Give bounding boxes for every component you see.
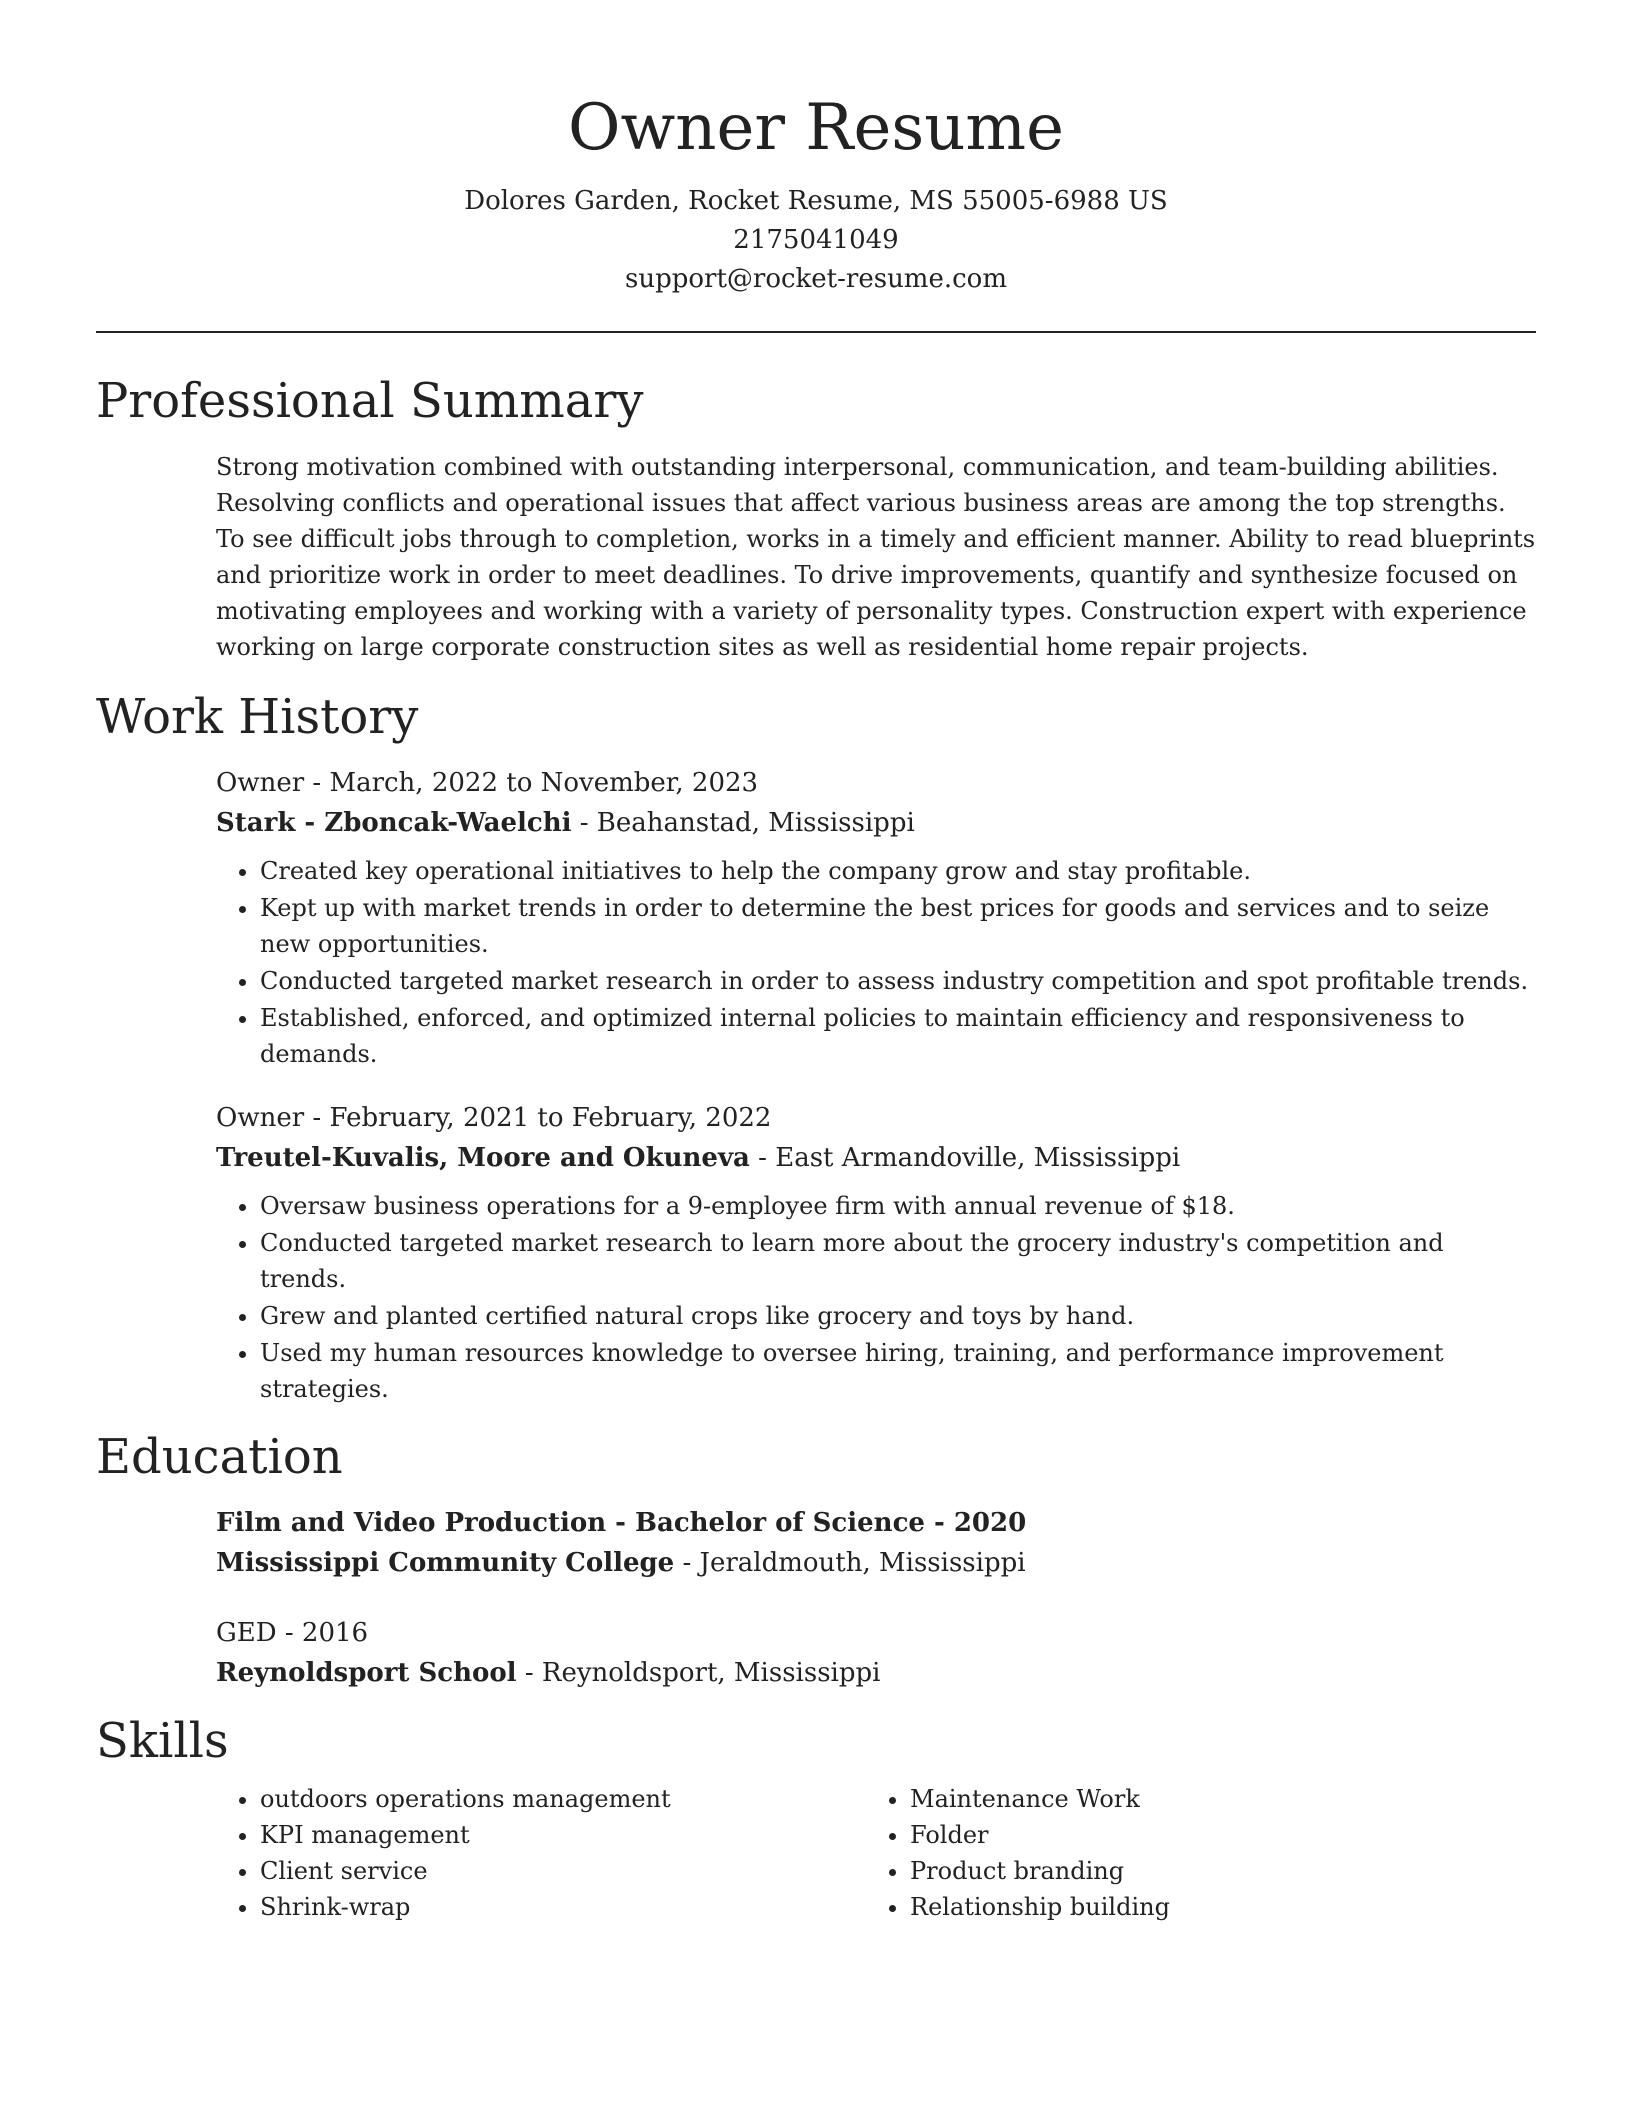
education-school-line xyxy=(216,1543,1536,1583)
job-title: Owner - March, 2022 to November, 2023 xyxy=(216,768,759,798)
work-history-heading: Work History xyxy=(96,689,419,745)
skill-item: • Maintenance Work xyxy=(910,1781,1516,1817)
job-bullets xyxy=(216,853,1536,1072)
skill-item: • KPI management xyxy=(260,1817,866,1853)
education-degree: Film and Video Production - Bachelor of Science - 2020 xyxy=(216,1508,1027,1538)
skills-section xyxy=(96,1711,1536,1925)
job-location: - Beahanstad, Mississippi xyxy=(571,808,915,838)
summary-text: Strong motivation combined with outstanding interpersonal, communication, and team-building abilities. Resolving conflicts and operational issues that affect various business areas are among the top strengths. To see difficult jobs through to completion, works in a timely and efficient manner. Ability to read blueprints and prioritize work in order to meet deadlines. To drive improvements, quantify and synthesize focused on motivating employees and working with a variety of personality types. Construction expert with experience working on large corporate construction sites as well as residential home repair projects. xyxy=(216,453,1536,661)
education-section xyxy=(96,1427,1536,1693)
job-bullet: • Established, enforced, and optimized internal policies to maintain efficiency and responsiveness to demands. xyxy=(260,1000,1536,1072)
header-divider xyxy=(96,331,1536,333)
job-bullet: • Created key operational initiatives to help the company grow and stay profitable. xyxy=(260,853,1536,889)
job-bullets xyxy=(216,1188,1536,1407)
skill-item: • Folder xyxy=(910,1817,1516,1853)
education-location: - Reynoldsport, Mississippi xyxy=(516,1658,881,1688)
job-bullet: • Grew and planted certified natural crops like grocery and toys by hand. xyxy=(260,1298,1536,1334)
job-location: - East Armandoville, Mississippi xyxy=(749,1143,1181,1173)
skill-item: • Client service xyxy=(260,1853,866,1889)
work-history-section xyxy=(96,687,1536,1407)
skill-item: • Shrink-wrap xyxy=(260,1889,866,1925)
skills-column-left xyxy=(216,1781,866,1925)
job-bullet: • Conducted targeted market research to learn more about the grocery industry's competition and trends. xyxy=(260,1225,1536,1297)
skills-list xyxy=(866,1781,1516,1925)
skills-column-right xyxy=(866,1781,1516,1925)
job-bullet: • Kept up with market trends in order to determine the best prices for goods and services and to seize new opportunities. xyxy=(260,890,1536,962)
education-school: Reynoldsport School xyxy=(216,1658,517,1688)
education-school-line xyxy=(216,1653,1536,1693)
education-school: Mississippi Community College xyxy=(216,1548,675,1578)
skill-item: • Relationship building xyxy=(910,1889,1516,1925)
job-entry xyxy=(216,1098,1536,1407)
skill-item: • Product branding xyxy=(910,1853,1516,1889)
education-location: - Jeraldmouth, Mississippi xyxy=(674,1548,1026,1578)
job-title: Owner - February, 2021 to February, 2022 xyxy=(216,1103,772,1133)
job-company: Stark - Zboncak-Waelchi xyxy=(216,808,572,838)
skill-item: • outdoors operations management xyxy=(260,1781,866,1817)
contact-address: Dolores Garden, Rocket Resume, MS 55005-6988 US xyxy=(464,186,1168,216)
skills-heading: Skills xyxy=(96,1713,229,1769)
education-degree: GED - 2016 xyxy=(216,1618,369,1648)
job-bullet: • Oversaw business operations for a 9-employee firm with annual revenue of $18. xyxy=(260,1188,1536,1224)
job-company: Treutel-Kuvalis, Moore and Okuneva xyxy=(216,1143,750,1173)
education-heading: Education xyxy=(96,1429,343,1485)
resume-page xyxy=(96,0,1536,1925)
job-entry xyxy=(216,763,1536,1072)
summary-section xyxy=(96,371,1536,665)
contact-phone: 2175041049 xyxy=(733,225,899,255)
job-bullet: • Used my human resources knowledge to oversee hiring, training, and performance improvement strategies. xyxy=(260,1335,1536,1407)
resume-header xyxy=(96,0,1536,299)
skills-list xyxy=(216,1781,866,1925)
contact-email: support@rocket-resume.com xyxy=(624,264,1007,294)
job-bullet: • Conducted targeted market research in order to assess industry competition and spot profitable trends. xyxy=(260,963,1536,999)
education-entry xyxy=(216,1503,1536,1583)
job-company-line xyxy=(216,1138,1536,1178)
skills-grid xyxy=(216,1781,1536,1925)
resume-name: Owner Resume xyxy=(568,91,1064,165)
summary-heading: Professional Summary xyxy=(96,373,644,429)
education-entry xyxy=(216,1613,1536,1693)
job-company-line xyxy=(216,803,1536,843)
